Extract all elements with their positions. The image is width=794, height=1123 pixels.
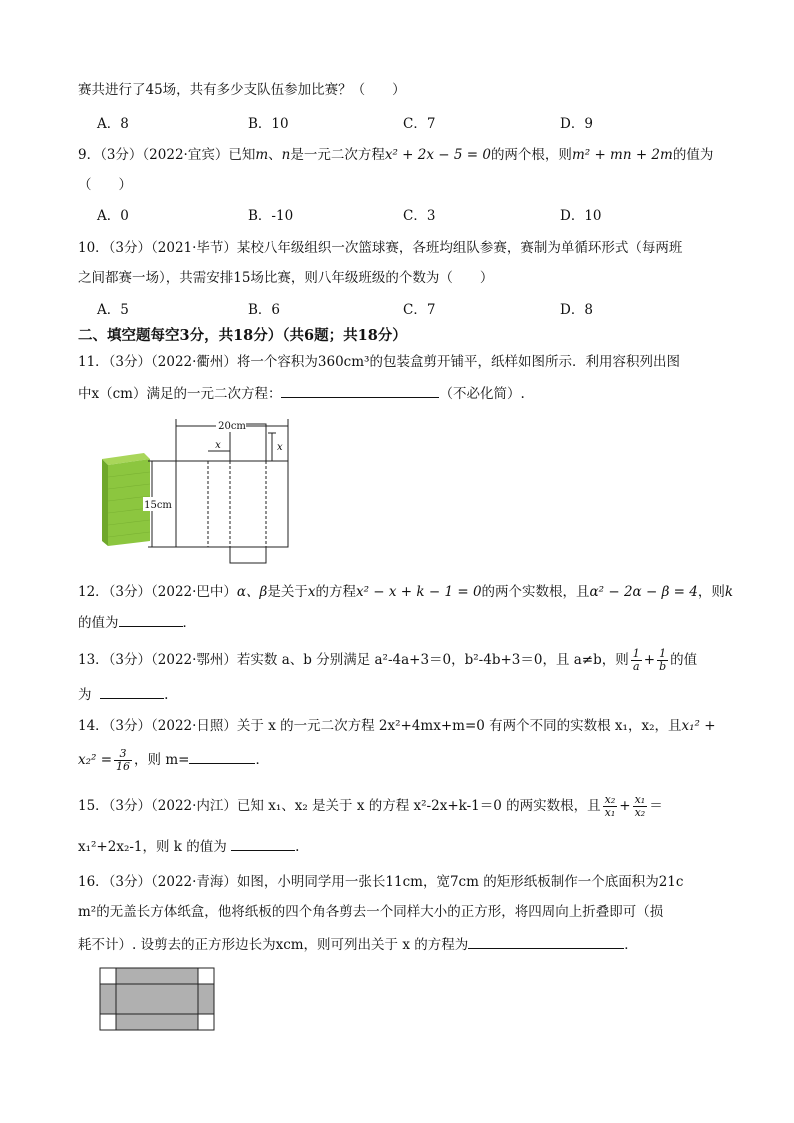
q9-option-a: A．0 [97,208,129,224]
q8-tail: 赛共进行了45场，共有多少支队伍参加比赛？（ ） [78,82,406,98]
package-box-image [102,453,150,546]
fig11-x-label-1: x [215,440,221,451]
q13-frac1-num: 1 [632,647,640,660]
q12-mid3: 的两个实数根，且 [481,584,590,600]
q11-line2b: （不必化简）. [439,386,525,402]
q12-x: x [307,584,316,600]
q16-figure [98,966,218,1032]
q13-plus: + [643,652,656,668]
fig11-side-label: 15cm [144,500,172,511]
q12-prefix: 12．（3分）（2022·巴中） [78,584,237,600]
q9-mid: 是一元二次方程 [290,147,385,163]
q9-mid2: 的两个根，则 [490,147,572,163]
q15-f2-num: x₁ [634,793,646,806]
q16-line3: 耗不计）. 设剪去的正方形边长为xcm，则可列出关于 x 的方程为 ． [78,934,638,955]
q8-option-c: C．7 [403,116,436,132]
q14-fraction [114,748,132,773]
q10-line1: 10．（3分）（2021·毕节）某校八年级组织一次篮球赛，各班均组队参赛，赛制为单循环形式（每两班 [78,240,683,256]
q10-option-d: D．8 [560,302,593,318]
q15-f1-den: x₁ [604,806,616,819]
q13-fraction-2 [657,648,668,673]
q15-f1-num: x₂ [604,793,616,806]
q15-eq: ＝ [649,798,663,814]
q10-line2: 之间都赛一场），共需安排15场比赛，则八年级班级的个数为（ ） [78,270,494,286]
q15-answer-blank [231,836,295,851]
q13-line2-text: 为 [78,687,92,703]
q15-text: 15．（3分）（2022·内江）已知 x₁、x₂ 是关于 x 的方程 x²-2x+k-1＝0 的两实数根，且 [78,798,601,814]
q9-equation: x² + 2x − 5 = 0 [384,147,491,163]
q12-line2: 的值为 ． [78,612,196,633]
q13-tail: 的值 [670,652,698,668]
q15-fraction-1 [603,794,618,819]
q12-equation: x² − x + k − 1 = 0 [355,584,482,600]
q13-text: 13．（3分）（2022·鄂州）若实数 a、b 分别满足 a²-4a+3＝0，b²-4b+3＝0，且 a≠b，则 [78,652,629,668]
q10-option-c: C．7 [403,302,436,318]
q11-line2 [78,383,525,404]
q13-frac2-num: 1 [657,648,668,661]
q12-condition: α² − 2α − β = 4 [589,584,698,600]
q9-suffix: 的值为 [672,147,714,163]
q13-line1 [78,648,697,673]
fig11-top-label: 20cm [218,421,246,432]
q12-mid: 是关于 [267,584,308,600]
q13-line2: 为 . [78,684,168,705]
q12-k: k [724,584,734,600]
q14-answer-blank [189,749,255,764]
q8-option-d: D．9 [560,116,593,132]
q15-f2-den: x₂ [634,806,646,819]
q9-expression: m² + mn + 2m [571,147,673,163]
q11-line2a: 中x（cm）满足的一元二次方程： [78,386,282,402]
q9-option-d: D．10 [560,208,602,224]
q12-mid2: 的方程 [315,584,356,600]
q15-line2-text: x₁²+2x₂-1，则 k 的值为 [78,839,227,855]
q16-answer-blank [468,934,624,949]
q8-option-b: B．10 [248,116,289,132]
q14-tail: x₁² + [681,718,716,734]
q13-fraction-1 [631,648,642,673]
q15-fraction-2 [633,794,648,819]
q13-frac1-den: a [632,660,640,673]
q12-mid4: ，则 [697,584,725,600]
q14-frac-num: 3 [114,748,132,761]
q11-figure [96,415,306,567]
q9-option-c: C．3 [403,208,436,224]
q9-n: n [281,147,291,163]
q15-plus: + [619,798,631,814]
q14-line2b: ，则 m= [134,752,190,768]
q14-x2-sq: x₂² = [78,752,113,768]
q13-answer-blank [100,684,164,699]
q11-line1: 11．（3分）（2022·衢州）将一个容积为360cm³的包装盒剪开铺平，纸样如图所示．利用容积列出图 [78,354,680,370]
q9-sep: 、 [268,147,282,163]
q15-line2: x₁²+2x₂-1，则 k 的值为 . [78,836,299,857]
q13-frac2-den: b [659,660,667,673]
q10-option-b: B．6 [248,302,281,318]
q14-frac-den: 16 [116,760,131,773]
q12-roots: α、β [236,584,268,600]
q14-line1 [78,716,716,736]
q16-line2: m²的无盖长方体纸盒，他将纸板的四个角各剪去一个同样大小的正方形，将四周向上折叠即可（损 [78,904,664,920]
section2-title: 二、填空题每空3分，共18分）（共6题；共18分） [78,327,407,344]
q10-option-a: A．5 [97,302,129,318]
q14-text: 14．（3分）（2022·日照）关于 x 的一元二次方程 2x²+4mx+m=0 有两个不同的实数根 x₁，x₂，且 [78,718,682,734]
fig11-x-label-2: x [277,442,283,453]
q11-answer-blank [281,383,439,398]
q12-line2-text: 的值为 [78,615,119,631]
q9-option-b: B．-10 [248,208,294,224]
q15-line1 [78,794,663,819]
q9-line2: （ ） [78,177,132,193]
q9-prefix: 9．（3分）（2022·宜宾）已知 [78,147,256,163]
q12-answer-blank [119,612,183,627]
q9-line1 [78,145,713,165]
q9-m: m [255,147,269,163]
q14-line2: x₂² = $\frac{3}{16}$ ，则 m= ． [78,747,269,773]
q16-line1: 16．（3分）（2022·青海）如图，小明同学用一张长11cm，宽7cm 的矩形纸板制作一个底面积为21c [78,874,684,890]
q8-option-a: A．8 [97,116,129,132]
q16-line3-text: 耗不计）. 设剪去的正方形边长为xcm，则可列出关于 x 的方程为 [78,937,469,953]
q12-line1 [78,582,733,602]
